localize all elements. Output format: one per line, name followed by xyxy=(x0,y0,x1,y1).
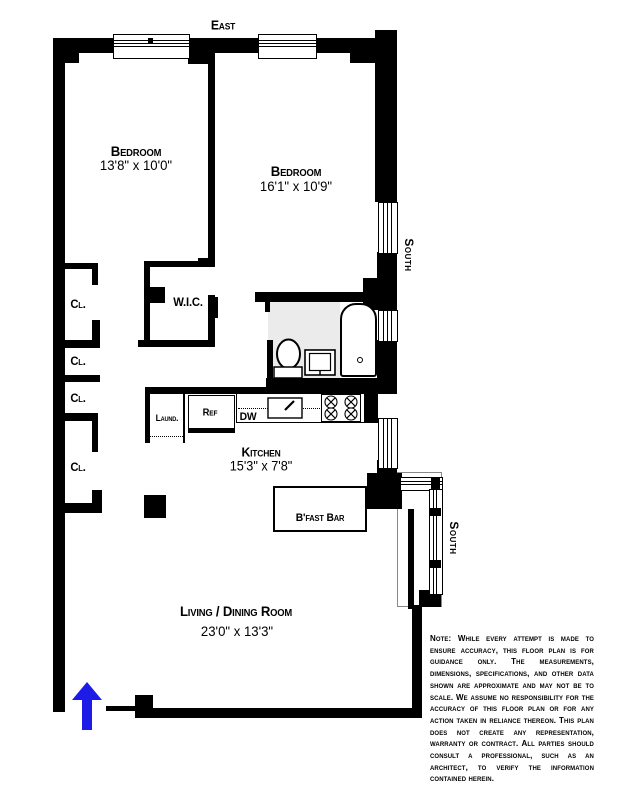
wall-entry-threshold xyxy=(106,706,135,711)
laundry-label: Laund. xyxy=(155,413,179,423)
wall-closet1-jamb-a xyxy=(92,263,98,285)
breakfast-bar-label: B'fast Bar xyxy=(295,512,345,524)
compass-south-lower-label: South xyxy=(447,521,461,555)
bathtub-drain xyxy=(357,357,363,363)
closet1-label: Cl. xyxy=(70,297,86,311)
wall-right-chunk2 xyxy=(367,473,402,509)
wall-step-left xyxy=(65,53,79,63)
living-room-label: Living / Dining Room xyxy=(179,603,293,619)
wall-bay-south-edge xyxy=(408,509,414,609)
kitchen-dims: 15'3" x 7'8" xyxy=(229,458,293,474)
compass-south-upper-label: South xyxy=(402,238,416,272)
kitchen-label: Kitchen xyxy=(241,444,281,460)
wall-closet4-bottom xyxy=(60,503,102,513)
stove-burners xyxy=(321,394,361,422)
closet4-label: Cl. xyxy=(70,460,86,474)
disclaimer-note: Note: While every attempt is made to ensure accuracy, this floor plan is for guidance only. The measurements, dimensions, specifications, and other data shown are approximate and may not be to scale. We assume no responsibility for the accuracy of this floor plan or for any action taken in reliance thereon. This plan does not create any representation, warranty or contract. All parties should consult a professional, such as an architect, to verify the information contained herein. xyxy=(430,634,594,784)
living-room-dims: 23'0" x 13'3" xyxy=(200,623,274,639)
wall-wic-door-block xyxy=(147,287,165,303)
window-east-1 xyxy=(113,34,190,59)
wall-closet2-bottom xyxy=(60,375,100,382)
entrance-arrow-icon xyxy=(71,682,103,731)
window-south-1 xyxy=(378,202,398,254)
refrigerator-base-bar xyxy=(188,428,235,433)
wall-step-right xyxy=(350,53,377,63)
wic-label: W.I.C. xyxy=(173,295,203,309)
wall-bottom xyxy=(135,708,422,718)
wall-hall-jamb xyxy=(213,297,218,318)
wall-wic-bottom xyxy=(138,340,215,347)
wall-bath-bottom xyxy=(266,378,397,394)
bay-mullion-2 xyxy=(429,508,441,516)
bay-mullion-3 xyxy=(429,560,441,568)
wall-closet1-jamb-b xyxy=(92,320,100,342)
breakfast-bar xyxy=(273,486,367,532)
entrance-arrow-shape xyxy=(72,682,102,730)
bedroom2-dims: 16'1" x 10'9" xyxy=(259,178,333,194)
compass-east-label: East xyxy=(210,17,236,33)
closet3-label: Cl. xyxy=(70,391,86,405)
bay-window-side-strip xyxy=(429,489,443,595)
toilet xyxy=(272,338,304,380)
bedroom2-label: Bedroom xyxy=(270,163,322,179)
closet2-label: Cl. xyxy=(70,354,86,368)
wall-right-1 xyxy=(375,62,397,202)
wall-bedroom-divider xyxy=(208,53,215,267)
wall-wic-top xyxy=(148,261,213,267)
bathtub xyxy=(340,303,377,377)
wall-entry-block xyxy=(135,695,153,718)
wall-corner-ne xyxy=(375,30,397,62)
wall-closet1-bottom xyxy=(60,340,100,348)
bathroom-sink xyxy=(304,349,336,376)
dishwasher-label: DW xyxy=(239,411,257,423)
wall-se-vertical xyxy=(412,605,422,712)
refrigerator-label: Ref xyxy=(202,407,218,419)
wall-bath-door-jamb xyxy=(265,302,270,312)
window-east-2 xyxy=(258,34,317,59)
kitchen-sink xyxy=(267,397,303,419)
structural-column xyxy=(144,495,166,518)
window-south-3 xyxy=(378,418,398,469)
bedroom1-dims: 13'8" x 10'0" xyxy=(99,157,173,173)
window-south-2 xyxy=(378,310,398,342)
wall-right-3 xyxy=(377,340,397,380)
bay-mullion-1 xyxy=(431,477,440,489)
laundry-door-dotted xyxy=(150,436,183,437)
wall-right-2 xyxy=(377,252,397,280)
wall-closet3-jamb xyxy=(92,413,98,452)
wall-top xyxy=(55,38,380,53)
wall-bedroom2-bottom xyxy=(255,292,397,302)
bedroom1-label: Bedroom xyxy=(110,143,162,159)
window-mullion-icon xyxy=(148,38,153,43)
